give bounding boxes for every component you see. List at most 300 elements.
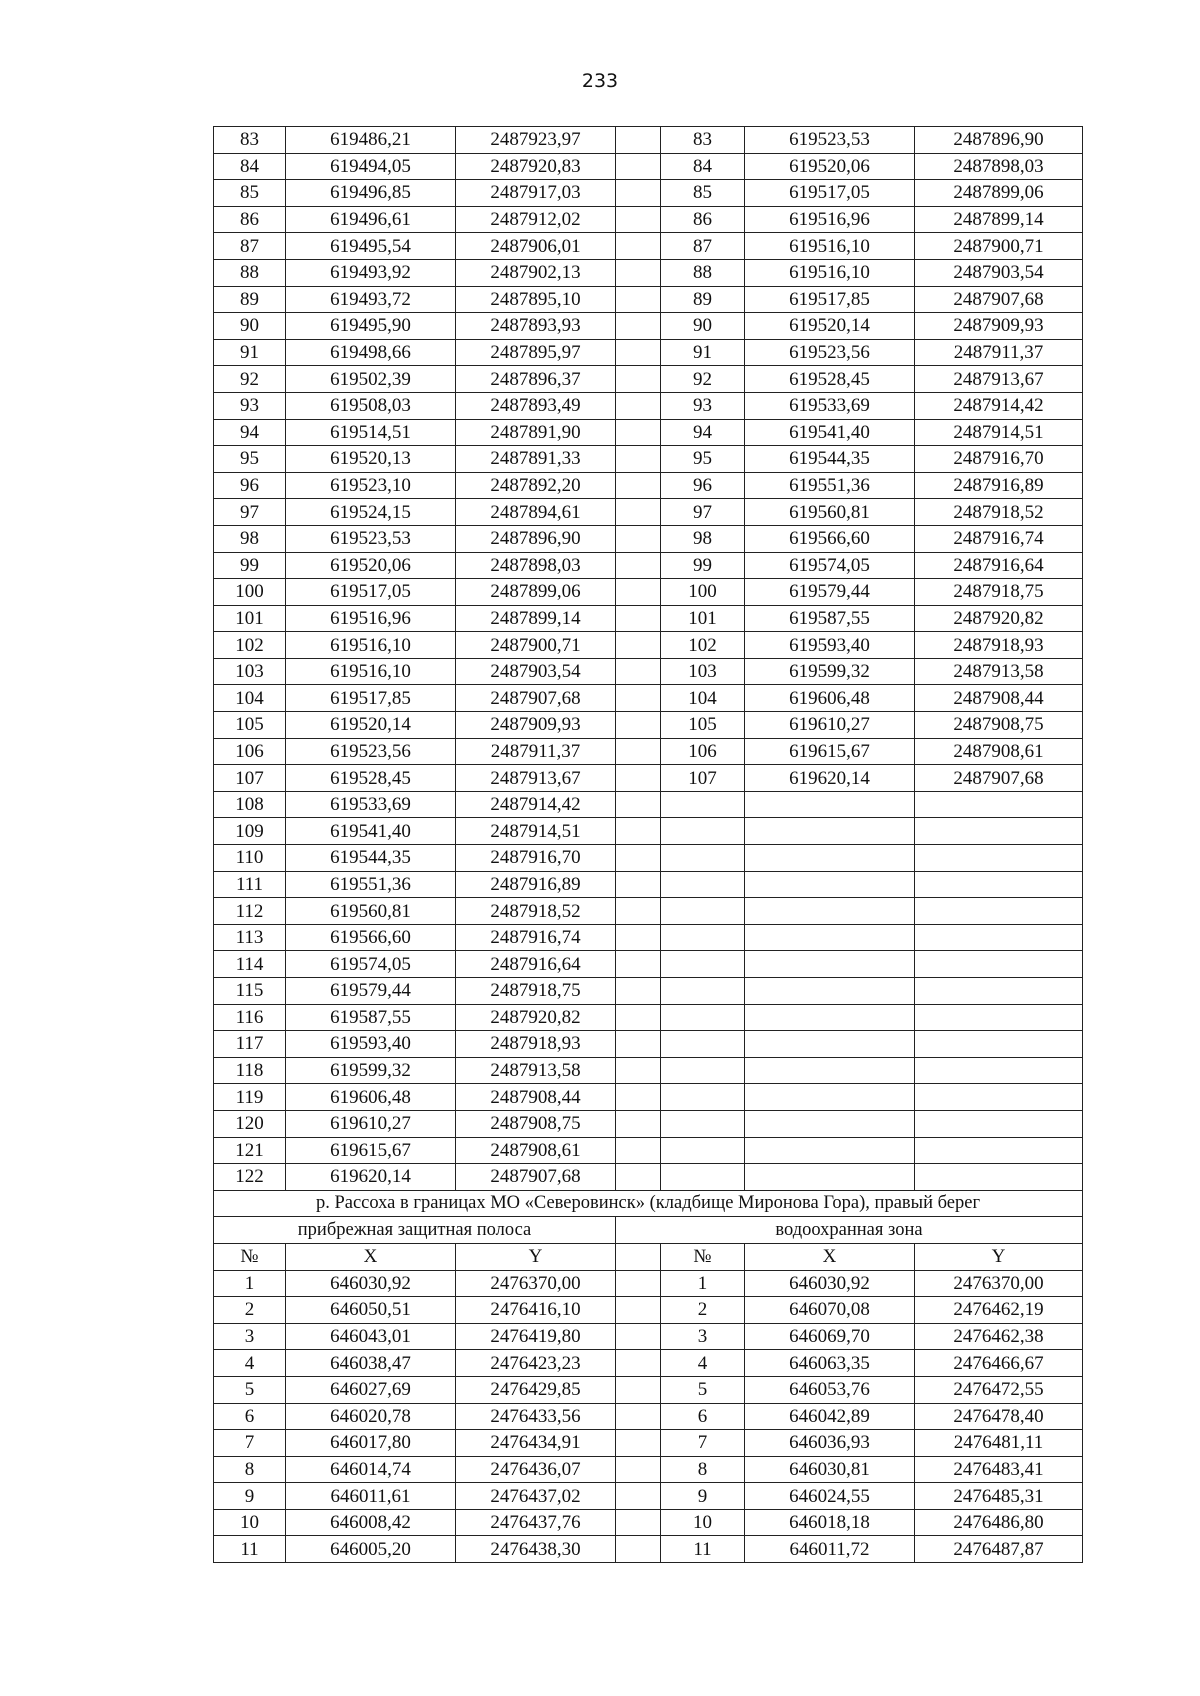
table-cell: 2487917,03: [456, 180, 616, 207]
table-cell: 646020,78: [286, 1403, 456, 1430]
table-cell: [661, 951, 745, 978]
table-cell: 646018,18: [745, 1509, 915, 1536]
table-cell: 646030,92: [745, 1270, 915, 1297]
table-cell: 8: [214, 1456, 286, 1483]
table-cell: [616, 845, 661, 872]
table-cell: 6: [661, 1403, 745, 1430]
table-cell: 90: [214, 313, 286, 340]
table-cell: 619523,10: [286, 472, 456, 499]
table-cell: 619610,27: [745, 712, 915, 739]
table-cell: 619496,85: [286, 180, 456, 207]
table-cell: 619520,14: [286, 712, 456, 739]
table-cell: 2487892,20: [456, 472, 616, 499]
table-cell: 619541,40: [745, 419, 915, 446]
table-cell: [616, 153, 661, 180]
table-row: [214, 605, 1083, 632]
table-cell: 109: [214, 818, 286, 845]
table-cell: 2487913,58: [915, 658, 1083, 685]
table-cell: 619502,39: [286, 366, 456, 393]
table-cell: [616, 1137, 661, 1164]
table-cell: 119: [214, 1084, 286, 1111]
table-cell: 103: [214, 658, 286, 685]
table-cell: 619610,27: [286, 1110, 456, 1137]
table-cell: 2476429,85: [456, 1376, 616, 1403]
table-cell: [915, 791, 1083, 818]
table-row: [214, 153, 1083, 180]
table-cell: [661, 1110, 745, 1137]
table-cell: 2487899,06: [456, 579, 616, 606]
table-cell: 2476438,30: [456, 1536, 616, 1563]
table-cell: 105: [214, 712, 286, 739]
table-cell: 646053,76: [745, 1376, 915, 1403]
table-cell: [915, 1164, 1083, 1191]
left-zone-label: прибрежная защитная полоса: [214, 1217, 616, 1244]
table-cell: 619615,67: [286, 1137, 456, 1164]
table-cell: [661, 924, 745, 951]
table-row: [214, 738, 1083, 765]
table-cell: 619574,05: [286, 951, 456, 978]
table-cell: 619606,48: [286, 1084, 456, 1111]
table-cell: 94: [214, 419, 286, 446]
table-cell: 2487896,90: [915, 127, 1083, 154]
table-cell: [616, 579, 661, 606]
table-cell: 9: [661, 1483, 745, 1510]
table-cell: 86: [214, 206, 286, 233]
table-cell: 2487913,67: [915, 366, 1083, 393]
table-cell: 619516,10: [745, 259, 915, 286]
table-cell: 89: [661, 286, 745, 313]
table-cell: 2487908,75: [915, 712, 1083, 739]
table-cell: 619528,45: [745, 366, 915, 393]
table-cell: 2487913,58: [456, 1057, 616, 1084]
table-cell: 2487898,03: [915, 153, 1083, 180]
table-cell: [616, 552, 661, 579]
table-cell: 619551,36: [286, 871, 456, 898]
table-cell: [616, 1323, 661, 1350]
table-cell: [616, 738, 661, 765]
table-row: [214, 286, 1083, 313]
table-row: [214, 1376, 1083, 1403]
table-row: [214, 898, 1083, 925]
table-cell: [745, 1110, 915, 1137]
table-cell: 115: [214, 978, 286, 1005]
table-cell: 646024,55: [745, 1483, 915, 1510]
table-row: [214, 366, 1083, 393]
table-cell: 2487918,75: [915, 579, 1083, 606]
table-cell: 2487903,54: [915, 259, 1083, 286]
table-cell: [915, 1057, 1083, 1084]
table-row: [214, 978, 1083, 1005]
table-cell: 2487896,37: [456, 366, 616, 393]
table-cell: 2487895,10: [456, 286, 616, 313]
table-row: [214, 1110, 1083, 1137]
table-cell: [616, 1057, 661, 1084]
table-row: [214, 712, 1083, 739]
section-title: р. Рассоха в границах МО «Северовинск» (кладбище Миронова Гора), правый берег: [214, 1190, 1083, 1217]
table-cell: [745, 1031, 915, 1058]
table-cell: 120: [214, 1110, 286, 1137]
table-cell: [616, 1164, 661, 1191]
table-cell: [661, 818, 745, 845]
table-cell: 2487914,42: [915, 392, 1083, 419]
table-cell: [616, 1483, 661, 1510]
table-cell: 2487920,83: [456, 153, 616, 180]
table-cell: 94: [661, 419, 745, 446]
table-cell: 2487891,33: [456, 446, 616, 473]
table-cell: 2487918,52: [456, 898, 616, 925]
section-title-row: [214, 1190, 1083, 1217]
table-cell: 114: [214, 951, 286, 978]
table-cell: [915, 898, 1083, 925]
table-cell: [616, 1297, 661, 1324]
table-cell: 100: [214, 579, 286, 606]
table-cell: [915, 1031, 1083, 1058]
table-cell: [745, 1004, 915, 1031]
table-row: [214, 392, 1083, 419]
table-cell: 2487908,75: [456, 1110, 616, 1137]
table-cell: 2476433,56: [456, 1403, 616, 1430]
table-cell: 91: [214, 339, 286, 366]
table-cell: 2487907,68: [915, 286, 1083, 313]
upper-rows: [214, 127, 1083, 1191]
table-row: [214, 951, 1083, 978]
col-header-no-right: №: [661, 1243, 745, 1270]
table-cell: 2487916,74: [915, 525, 1083, 552]
table-cell: 92: [661, 366, 745, 393]
table-row: [214, 924, 1083, 951]
table-cell: 619587,55: [286, 1004, 456, 1031]
table-cell: 619544,35: [286, 845, 456, 872]
table-cell: [616, 978, 661, 1005]
col-header-x-right: X: [745, 1243, 915, 1270]
table-row: [214, 632, 1083, 659]
table-cell: [745, 951, 915, 978]
table-cell: [616, 127, 661, 154]
table-cell: 87: [661, 233, 745, 260]
table-cell: 2476437,02: [456, 1483, 616, 1510]
table-cell: [616, 1270, 661, 1297]
table-cell: 2487907,68: [456, 1164, 616, 1191]
table-cell: 2487913,67: [456, 765, 616, 792]
table-cell: 2487908,44: [456, 1084, 616, 1111]
table-cell: 619566,60: [286, 924, 456, 951]
table-cell: 619516,10: [286, 658, 456, 685]
table-row: [214, 472, 1083, 499]
table-row: [214, 1057, 1083, 1084]
table-cell: [616, 392, 661, 419]
table-cell: 2476462,38: [915, 1323, 1083, 1350]
table-cell: 89: [214, 286, 286, 313]
table-cell: 619486,21: [286, 127, 456, 154]
table-cell: [915, 1084, 1083, 1111]
table-cell: 619520,06: [286, 552, 456, 579]
table-cell: 619517,85: [286, 685, 456, 712]
table-cell: [915, 871, 1083, 898]
table-cell: [616, 951, 661, 978]
table-cell: 107: [214, 765, 286, 792]
table-cell: 83: [661, 127, 745, 154]
table-cell: 11: [214, 1536, 286, 1563]
table-cell: 86: [661, 206, 745, 233]
table-cell: 619520,06: [745, 153, 915, 180]
table-cell: 1: [214, 1270, 286, 1297]
table-cell: 2487914,42: [456, 791, 616, 818]
col-header-y: Y: [456, 1243, 616, 1270]
table-cell: 2487899,06: [915, 180, 1083, 207]
table-cell: 2487902,13: [456, 259, 616, 286]
table-cell: [616, 632, 661, 659]
table-cell: 2: [214, 1297, 286, 1324]
table-cell: 4: [661, 1350, 745, 1377]
table-row: [214, 1509, 1083, 1536]
table-cell: 619495,90: [286, 313, 456, 340]
table-cell: 90: [661, 313, 745, 340]
table-cell: 93: [214, 392, 286, 419]
table-cell: [915, 1110, 1083, 1137]
table-cell: 619593,40: [745, 632, 915, 659]
table-cell: 2487916,89: [456, 871, 616, 898]
table-cell: [915, 924, 1083, 951]
table-cell: 646042,89: [745, 1403, 915, 1430]
table-cell: [616, 605, 661, 632]
table-cell: 93: [661, 392, 745, 419]
table-cell: [661, 978, 745, 1005]
table-cell: 646008,42: [286, 1509, 456, 1536]
table-cell: [661, 791, 745, 818]
table-cell: 7: [661, 1430, 745, 1457]
table-cell: 2476370,00: [915, 1270, 1083, 1297]
table-cell: 646043,01: [286, 1323, 456, 1350]
table-cell: 2487895,97: [456, 339, 616, 366]
table-cell: 2476370,00: [456, 1270, 616, 1297]
table-cell: 2487908,61: [456, 1137, 616, 1164]
table-cell: 95: [214, 446, 286, 473]
table-row: [214, 1430, 1083, 1457]
table-cell: 646017,80: [286, 1430, 456, 1457]
table-cell: 2487920,82: [915, 605, 1083, 632]
table-cell: 2476462,19: [915, 1297, 1083, 1324]
table-cell: [616, 658, 661, 685]
table-cell: 108: [214, 791, 286, 818]
table-cell: [616, 366, 661, 393]
table-cell: [616, 525, 661, 552]
table-cell: 619615,67: [745, 738, 915, 765]
table-cell: 646036,93: [745, 1430, 915, 1457]
table-cell: 2487899,14: [456, 605, 616, 632]
table-cell: [616, 1004, 661, 1031]
table-cell: [661, 1084, 745, 1111]
table-cell: 646069,70: [745, 1323, 915, 1350]
table-cell: [661, 1164, 745, 1191]
table-cell: 619599,32: [745, 658, 915, 685]
table-cell: [915, 1004, 1083, 1031]
table-cell: [616, 1031, 661, 1058]
table-cell: [915, 818, 1083, 845]
table-cell: 2476478,40: [915, 1403, 1083, 1430]
table-cell: [616, 1403, 661, 1430]
table-cell: [616, 1536, 661, 1563]
table-cell: [661, 1057, 745, 1084]
table-cell: [745, 1057, 915, 1084]
table-cell: 619606,48: [745, 685, 915, 712]
table-cell: 2487918,75: [456, 978, 616, 1005]
table-cell: [915, 978, 1083, 1005]
table-row: [214, 1323, 1083, 1350]
table-cell: [616, 765, 661, 792]
table-cell: 2487918,93: [456, 1031, 616, 1058]
table-cell: 91: [661, 339, 745, 366]
table-row: [214, 765, 1083, 792]
table-row: [214, 525, 1083, 552]
table-cell: 2487918,93: [915, 632, 1083, 659]
table-cell: 619533,69: [286, 791, 456, 818]
table-cell: 103: [661, 658, 745, 685]
table-cell: [616, 1084, 661, 1111]
table-cell: 118: [214, 1057, 286, 1084]
table-cell: 111: [214, 871, 286, 898]
table-row: [214, 1456, 1083, 1483]
table-row: [214, 259, 1083, 286]
table-cell: 2476486,80: [915, 1509, 1083, 1536]
table-row: [214, 845, 1083, 872]
table-cell: [661, 1004, 745, 1031]
table-cell: 110: [214, 845, 286, 872]
table-cell: [915, 951, 1083, 978]
table-cell: [616, 1350, 661, 1377]
table-cell: [616, 313, 661, 340]
table-cell: 2476419,80: [456, 1323, 616, 1350]
table-cell: [745, 1137, 915, 1164]
table-cell: [745, 845, 915, 872]
table-cell: [616, 791, 661, 818]
table-cell: 619560,81: [286, 898, 456, 925]
table-cell: 2476423,23: [456, 1350, 616, 1377]
table-cell: 106: [214, 738, 286, 765]
table-cell: 646030,92: [286, 1270, 456, 1297]
table-cell: 646011,72: [745, 1536, 915, 1563]
table-cell: 106: [661, 738, 745, 765]
table-cell: 105: [661, 712, 745, 739]
table-cell: 2487899,14: [915, 206, 1083, 233]
table-cell: 96: [214, 472, 286, 499]
table-cell: 2487907,68: [915, 765, 1083, 792]
table-cell: 619533,69: [745, 392, 915, 419]
lower-rows: [214, 1270, 1083, 1563]
table-cell: [616, 499, 661, 526]
table-cell: 619523,56: [286, 738, 456, 765]
table-cell: 2487916,64: [456, 951, 616, 978]
table-row: [214, 206, 1083, 233]
table-cell: 619517,85: [745, 286, 915, 313]
table-cell: 87: [214, 233, 286, 260]
table-cell: [661, 871, 745, 898]
table-cell: 88: [661, 259, 745, 286]
table-row: [214, 1164, 1083, 1191]
table-cell: 646070,08: [745, 1297, 915, 1324]
table-cell: 619495,54: [286, 233, 456, 260]
table-cell: 2487916,70: [456, 845, 616, 872]
table-row: [214, 419, 1083, 446]
table-row: [214, 233, 1083, 260]
table-cell: 2487911,37: [915, 339, 1083, 366]
table-cell: 4: [214, 1350, 286, 1377]
col-header-x: X: [286, 1243, 456, 1270]
table-cell: 619620,14: [286, 1164, 456, 1191]
table-cell: [616, 206, 661, 233]
table-cell: 2476483,41: [915, 1456, 1083, 1483]
coordinates-table: [213, 126, 1083, 1563]
table-cell: 2476472,55: [915, 1376, 1083, 1403]
table-row: [214, 1483, 1083, 1510]
table-cell: 122: [214, 1164, 286, 1191]
table-cell: 619498,66: [286, 339, 456, 366]
table-cell: 2487908,61: [915, 738, 1083, 765]
table-cell: 619508,03: [286, 392, 456, 419]
table-cell: 646050,51: [286, 1297, 456, 1324]
table-row: [214, 446, 1083, 473]
table-cell: 92: [214, 366, 286, 393]
table-cell: 2476481,11: [915, 1430, 1083, 1457]
table-cell: 83: [214, 127, 286, 154]
section-header: [214, 1190, 1083, 1270]
table-cell: [616, 1430, 661, 1457]
table-cell: 2487909,93: [915, 313, 1083, 340]
table-cell: 2476416,10: [456, 1297, 616, 1324]
table-cell: 99: [661, 552, 745, 579]
table-row: [214, 658, 1083, 685]
table-cell: 99: [214, 552, 286, 579]
table-row: [214, 1084, 1083, 1111]
table-cell: [616, 286, 661, 313]
table-cell: [745, 924, 915, 951]
table-row: [214, 339, 1083, 366]
table-cell: 2487916,70: [915, 446, 1083, 473]
table-cell: [661, 898, 745, 925]
table-cell: 646011,61: [286, 1483, 456, 1510]
table-cell: [616, 339, 661, 366]
table-cell: 2487923,97: [456, 127, 616, 154]
table-cell: 619579,44: [745, 579, 915, 606]
table-cell: 2476437,76: [456, 1509, 616, 1536]
table-cell: 619516,10: [286, 632, 456, 659]
table-cell: 2487894,61: [456, 499, 616, 526]
table-cell: 3: [661, 1323, 745, 1350]
table-cell: 2487898,03: [456, 552, 616, 579]
table-row: [214, 871, 1083, 898]
table-cell: 116: [214, 1004, 286, 1031]
table-cell: 85: [214, 180, 286, 207]
table-cell: 84: [214, 153, 286, 180]
table-row: [214, 1536, 1083, 1563]
table-cell: 11: [661, 1536, 745, 1563]
table-cell: [616, 1110, 661, 1137]
table-cell: 6: [214, 1403, 286, 1430]
table-cell: [616, 259, 661, 286]
table-cell: 101: [214, 605, 286, 632]
table-cell: 112: [214, 898, 286, 925]
table-cell: [616, 924, 661, 951]
table-cell: 97: [214, 499, 286, 526]
table-cell: 2487918,52: [915, 499, 1083, 526]
table-cell: 102: [661, 632, 745, 659]
table-row: [214, 579, 1083, 606]
table-cell: 2487916,74: [456, 924, 616, 951]
table-row: [214, 127, 1083, 154]
table-cell: 2487907,68: [456, 685, 616, 712]
table-cell: 2487900,71: [915, 233, 1083, 260]
table-cell: 8: [661, 1456, 745, 1483]
table-cell: 96: [661, 472, 745, 499]
